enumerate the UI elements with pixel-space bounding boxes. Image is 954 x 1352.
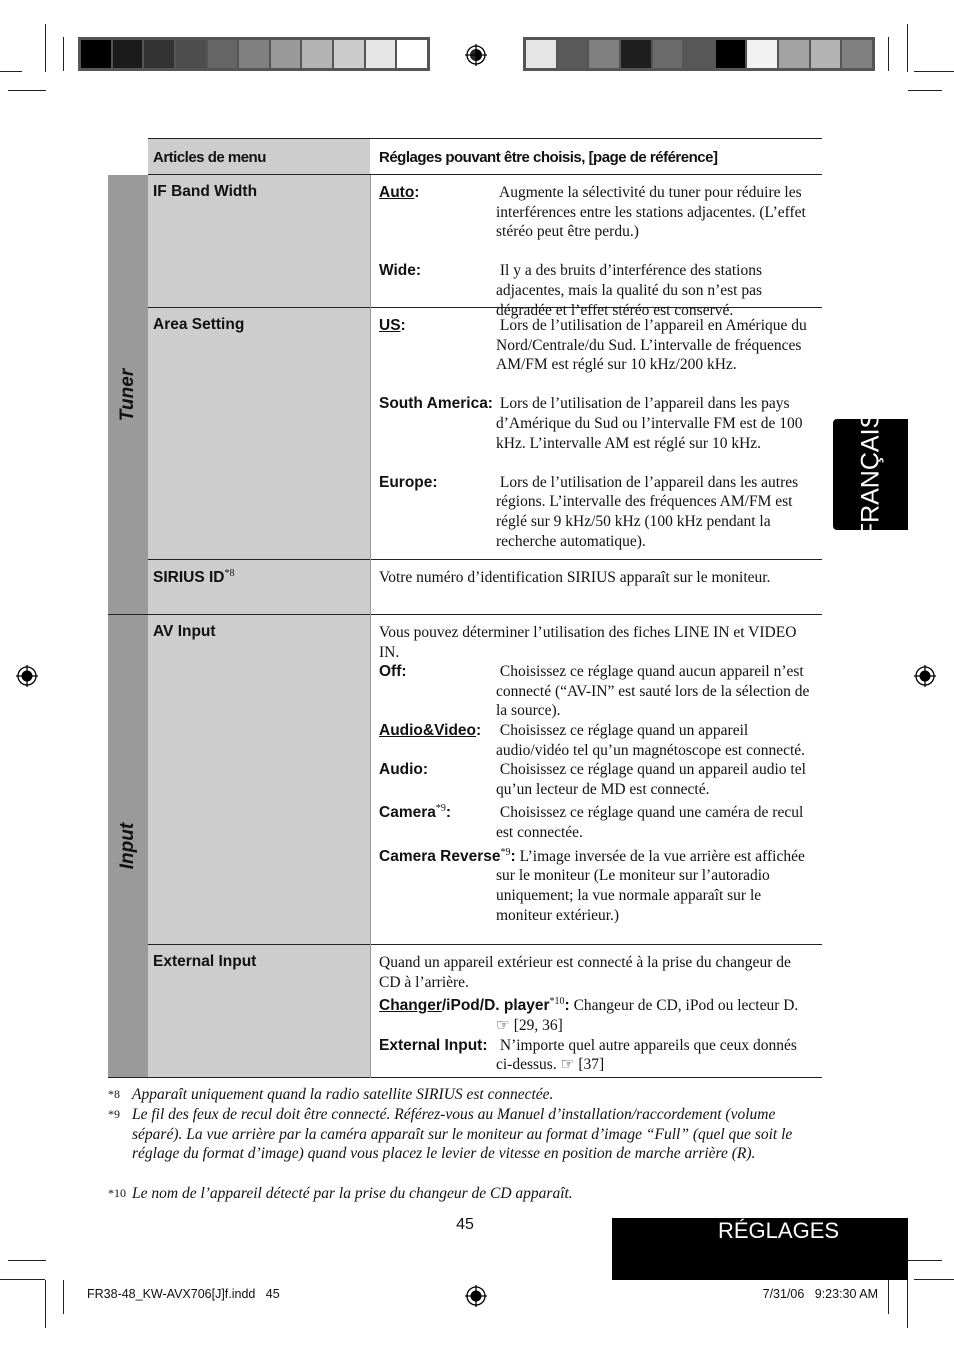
crop-mark — [888, 1280, 889, 1314]
option-description: Augmente la sélectivité du tuner pour réduire les interférences entre les stations adjacentes. (L’effet stéréo peut être perdu.) — [496, 184, 806, 241]
column-divider — [370, 175, 371, 1078]
option-name: Wide: — [379, 262, 422, 280]
color-swatch — [653, 40, 683, 68]
color-swatch — [621, 40, 651, 68]
setting-option — [379, 992, 814, 1035]
menu-item-label: AV Input — [153, 623, 216, 640]
crop-mark — [45, 24, 46, 72]
option-colon: : — [510, 847, 516, 865]
color-swatch — [558, 40, 588, 68]
color-swatch — [526, 40, 556, 68]
crop-mark — [908, 1260, 942, 1261]
color-swatch — [684, 40, 714, 68]
setting-intro: Votre numéro d’identification SIRIUS apparaît sur le moniteur. — [379, 569, 771, 586]
color-swatch — [208, 40, 238, 68]
menu-item-settings — [379, 953, 814, 1075]
option-label — [379, 843, 516, 867]
option-colon: : — [445, 804, 452, 822]
menu-row — [148, 615, 822, 945]
setting-option — [379, 316, 814, 375]
option-description: Lors de l’utilisation de l’appareil en Amérique du Nord/Centrale/du Sud. L’intervalle de fréquences AM/FM est réglé sur 10 kHz/200 kHz. — [496, 317, 807, 374]
color-swatch — [81, 40, 111, 68]
footnote-ref: *9 — [500, 846, 511, 858]
crop-mark — [45, 1280, 46, 1328]
registration-mark-icon — [464, 43, 488, 67]
registration-mark-icon — [464, 1284, 488, 1308]
menu-item-label: SIRIUS ID — [153, 569, 225, 587]
setting-intro: Quand un appareil extérieur est connecté à la prise du changeur de CD à l’arrière. — [379, 954, 791, 991]
registration-mark-icon — [15, 664, 39, 688]
option-colon: : — [564, 997, 570, 1015]
crop-mark — [907, 1280, 908, 1328]
footnote-mark: *9 — [108, 1107, 120, 1121]
language-tab-label: FRANÇAIS — [856, 411, 884, 538]
option-description: L’image inversée de la vue arrière est affichée sur le moniteur (Le moniteur sur l’autoradio uniquement; la vue normale apparaît sur le moniteur extérieur.) — [496, 847, 805, 924]
crop-mark — [8, 90, 46, 91]
section-tab — [612, 1218, 908, 1280]
option-label — [379, 721, 496, 741]
section-tuner — [108, 175, 148, 615]
crop-mark — [63, 1280, 64, 1314]
option-name: External Input: — [379, 1036, 488, 1054]
setting-option — [379, 760, 814, 799]
option-description: Choisissez ce réglage quand une caméra de recul est connectée. — [496, 804, 804, 842]
crop-mark — [907, 24, 908, 72]
color-calibration-bar-left — [78, 37, 430, 71]
footnote-text: Le nom de l’appareil détecté par la prise du changeur de CD apparaît. — [132, 1185, 573, 1202]
column-header-menu-items: Articles de menu — [148, 138, 370, 175]
footnote-text: Le fil des feux de recul doit être connecté. Référez-vous au Manuel d’installation/raccordement (volume séparé). La vue arrière par la caméra apparaît sur le moniteur au format d’image “Full” (quel que soit le réglage du format d’image) quand vous placez le levier de vitesse en position de marche arrière (R). — [132, 1106, 793, 1163]
option-name: : — [400, 317, 406, 334]
option-label — [379, 316, 496, 336]
crop-mark — [8, 1260, 46, 1261]
option-name: : — [414, 184, 420, 201]
menu-row — [148, 560, 822, 615]
option-label — [379, 662, 496, 682]
option-description: Choisissez ce réglage quand un appareil audio tel qu’un lecteur de MD est connecté. — [496, 761, 806, 798]
footer-filename: FR38-48_KW-AVX706[J]f.indd 45 — [87, 1287, 280, 1301]
color-swatch — [239, 40, 269, 68]
setting-option — [379, 183, 814, 242]
crop-mark — [914, 1279, 954, 1280]
option-name: Camera — [379, 804, 436, 822]
section-label: Input — [117, 822, 138, 870]
option-name: South America: — [379, 395, 493, 413]
footnote-ref: *10 — [549, 996, 565, 1008]
setting-option — [379, 799, 814, 842]
footer-timestamp: 7/31/06 9:23:30 AM — [762, 1287, 878, 1301]
menu-row — [148, 945, 822, 1078]
option-name: Audio: — [379, 761, 429, 779]
option-label — [379, 1036, 496, 1056]
option-label — [379, 799, 496, 823]
menu-item-label: External Input — [153, 953, 257, 970]
default-option: Audio&Video — [379, 721, 477, 739]
menu-item-label: IF Band Width — [153, 183, 258, 200]
crop-mark — [0, 71, 22, 72]
option-description: N’importe quel autre appareils que ceux donnés ci-dessus. ☞ [37] — [496, 1036, 797, 1074]
color-swatch — [397, 40, 427, 68]
option-description: Choisissez ce réglage quand aucun appareil n’est connecté (“AV-IN” est sauté lors de la sélection de la source). — [496, 663, 810, 720]
option-label — [379, 394, 496, 414]
setting-option — [379, 1036, 814, 1075]
color-swatch — [842, 40, 872, 68]
menu-item-name — [153, 316, 244, 334]
option-description: Choisissez ce réglage quand un appareil audio/vidéo tel qu’un magnétoscope est connecté. — [496, 721, 806, 759]
option-name: Off: — [379, 663, 407, 681]
setting-intro: Vous pouvez déterminer l’utilisation des fiches LINE IN et VIDEO IN. — [379, 624, 797, 661]
setting-option — [379, 662, 814, 721]
setting-option — [379, 843, 814, 926]
page-number: 45 — [456, 1216, 474, 1233]
setting-option — [379, 721, 814, 760]
color-swatch — [176, 40, 206, 68]
menu-item-name — [153, 623, 216, 641]
color-swatch — [144, 40, 174, 68]
footnote-ref: *8 — [224, 568, 235, 579]
color-calibration-bar-right — [523, 37, 875, 71]
option-label — [379, 760, 496, 780]
menu-item-name — [153, 183, 257, 201]
footnote — [108, 1184, 818, 1204]
footnote-mark: *10 — [108, 1186, 126, 1200]
option-name: : — [476, 721, 482, 739]
default-option: US — [379, 317, 401, 334]
section-label: Tuner — [117, 368, 138, 421]
color-swatch — [334, 40, 364, 68]
footnote-mark: *8 — [108, 1087, 120, 1101]
setting-option — [379, 473, 814, 551]
menu-item-name — [153, 568, 234, 587]
color-swatch — [716, 40, 746, 68]
section-input — [108, 615, 148, 1078]
registration-mark-icon — [913, 664, 937, 688]
section-tab-label: RÉGLAGES — [718, 1218, 840, 1243]
menu-item-name — [153, 953, 256, 971]
option-description: Lors de l’utilisation de l’appareil dans les pays d’Amérique du Sud ou l’intervalle FM est de 100 kHz. L’intervalle AM est réglé sur 10 kHz. — [496, 395, 803, 452]
language-tab — [833, 411, 908, 538]
menu-row — [148, 308, 822, 560]
menu-row — [148, 175, 822, 319]
menu-item-settings — [379, 316, 814, 551]
default-option: Changer — [379, 997, 442, 1015]
color-swatch — [589, 40, 619, 68]
option-name: Europe: — [379, 473, 438, 491]
footnote-text: Apparaît uniquement quand la radio satellite SIRIUS est connectée. — [132, 1086, 554, 1103]
option-label — [379, 261, 496, 281]
option-label — [379, 473, 496, 493]
option-name: /iPod/D. player — [441, 997, 550, 1015]
option-label — [379, 183, 496, 203]
menu-item-label: Area Setting — [153, 316, 245, 333]
default-option: Auto — [379, 184, 415, 201]
crop-mark — [0, 1279, 45, 1280]
option-description: Lors de l’utilisation de l’appareil dans les autres régions. L’intervalle des fréquences AM/FM est réglé sur 9 kHz/50 kHz (100 kHz pendant la recherche automatique). — [496, 473, 799, 550]
color-swatch — [779, 40, 809, 68]
option-label — [379, 992, 570, 1016]
option-name: Camera Reverse — [379, 847, 501, 865]
crop-mark — [63, 37, 64, 71]
menu-item-settings — [379, 623, 814, 925]
crop-mark — [914, 71, 954, 72]
crop-mark — [908, 90, 942, 91]
crop-mark — [888, 37, 889, 71]
setting-option — [379, 394, 814, 453]
column-header-settings: Réglages pouvant être choisis, [page de référence] — [370, 138, 822, 175]
color-swatch — [811, 40, 841, 68]
color-swatch — [366, 40, 396, 68]
footnote — [108, 1085, 818, 1105]
menu-item-settings — [379, 568, 814, 588]
color-swatch — [747, 40, 777, 68]
menu-item-settings — [379, 183, 814, 320]
color-swatch — [302, 40, 332, 68]
option-description: Il y a des bruits d’interférence des stations adjacentes, mais la qualité du son n’est pas dégradée et l’effet stéréo est conservé. — [496, 262, 763, 319]
color-swatch — [113, 40, 143, 68]
color-swatch — [271, 40, 301, 68]
footnote-ref: *9 — [435, 803, 446, 815]
option-description: Changeur de CD, iPod ou lecteur D. ☞ [29, 36] — [496, 997, 799, 1034]
footnote — [108, 1105, 818, 1164]
